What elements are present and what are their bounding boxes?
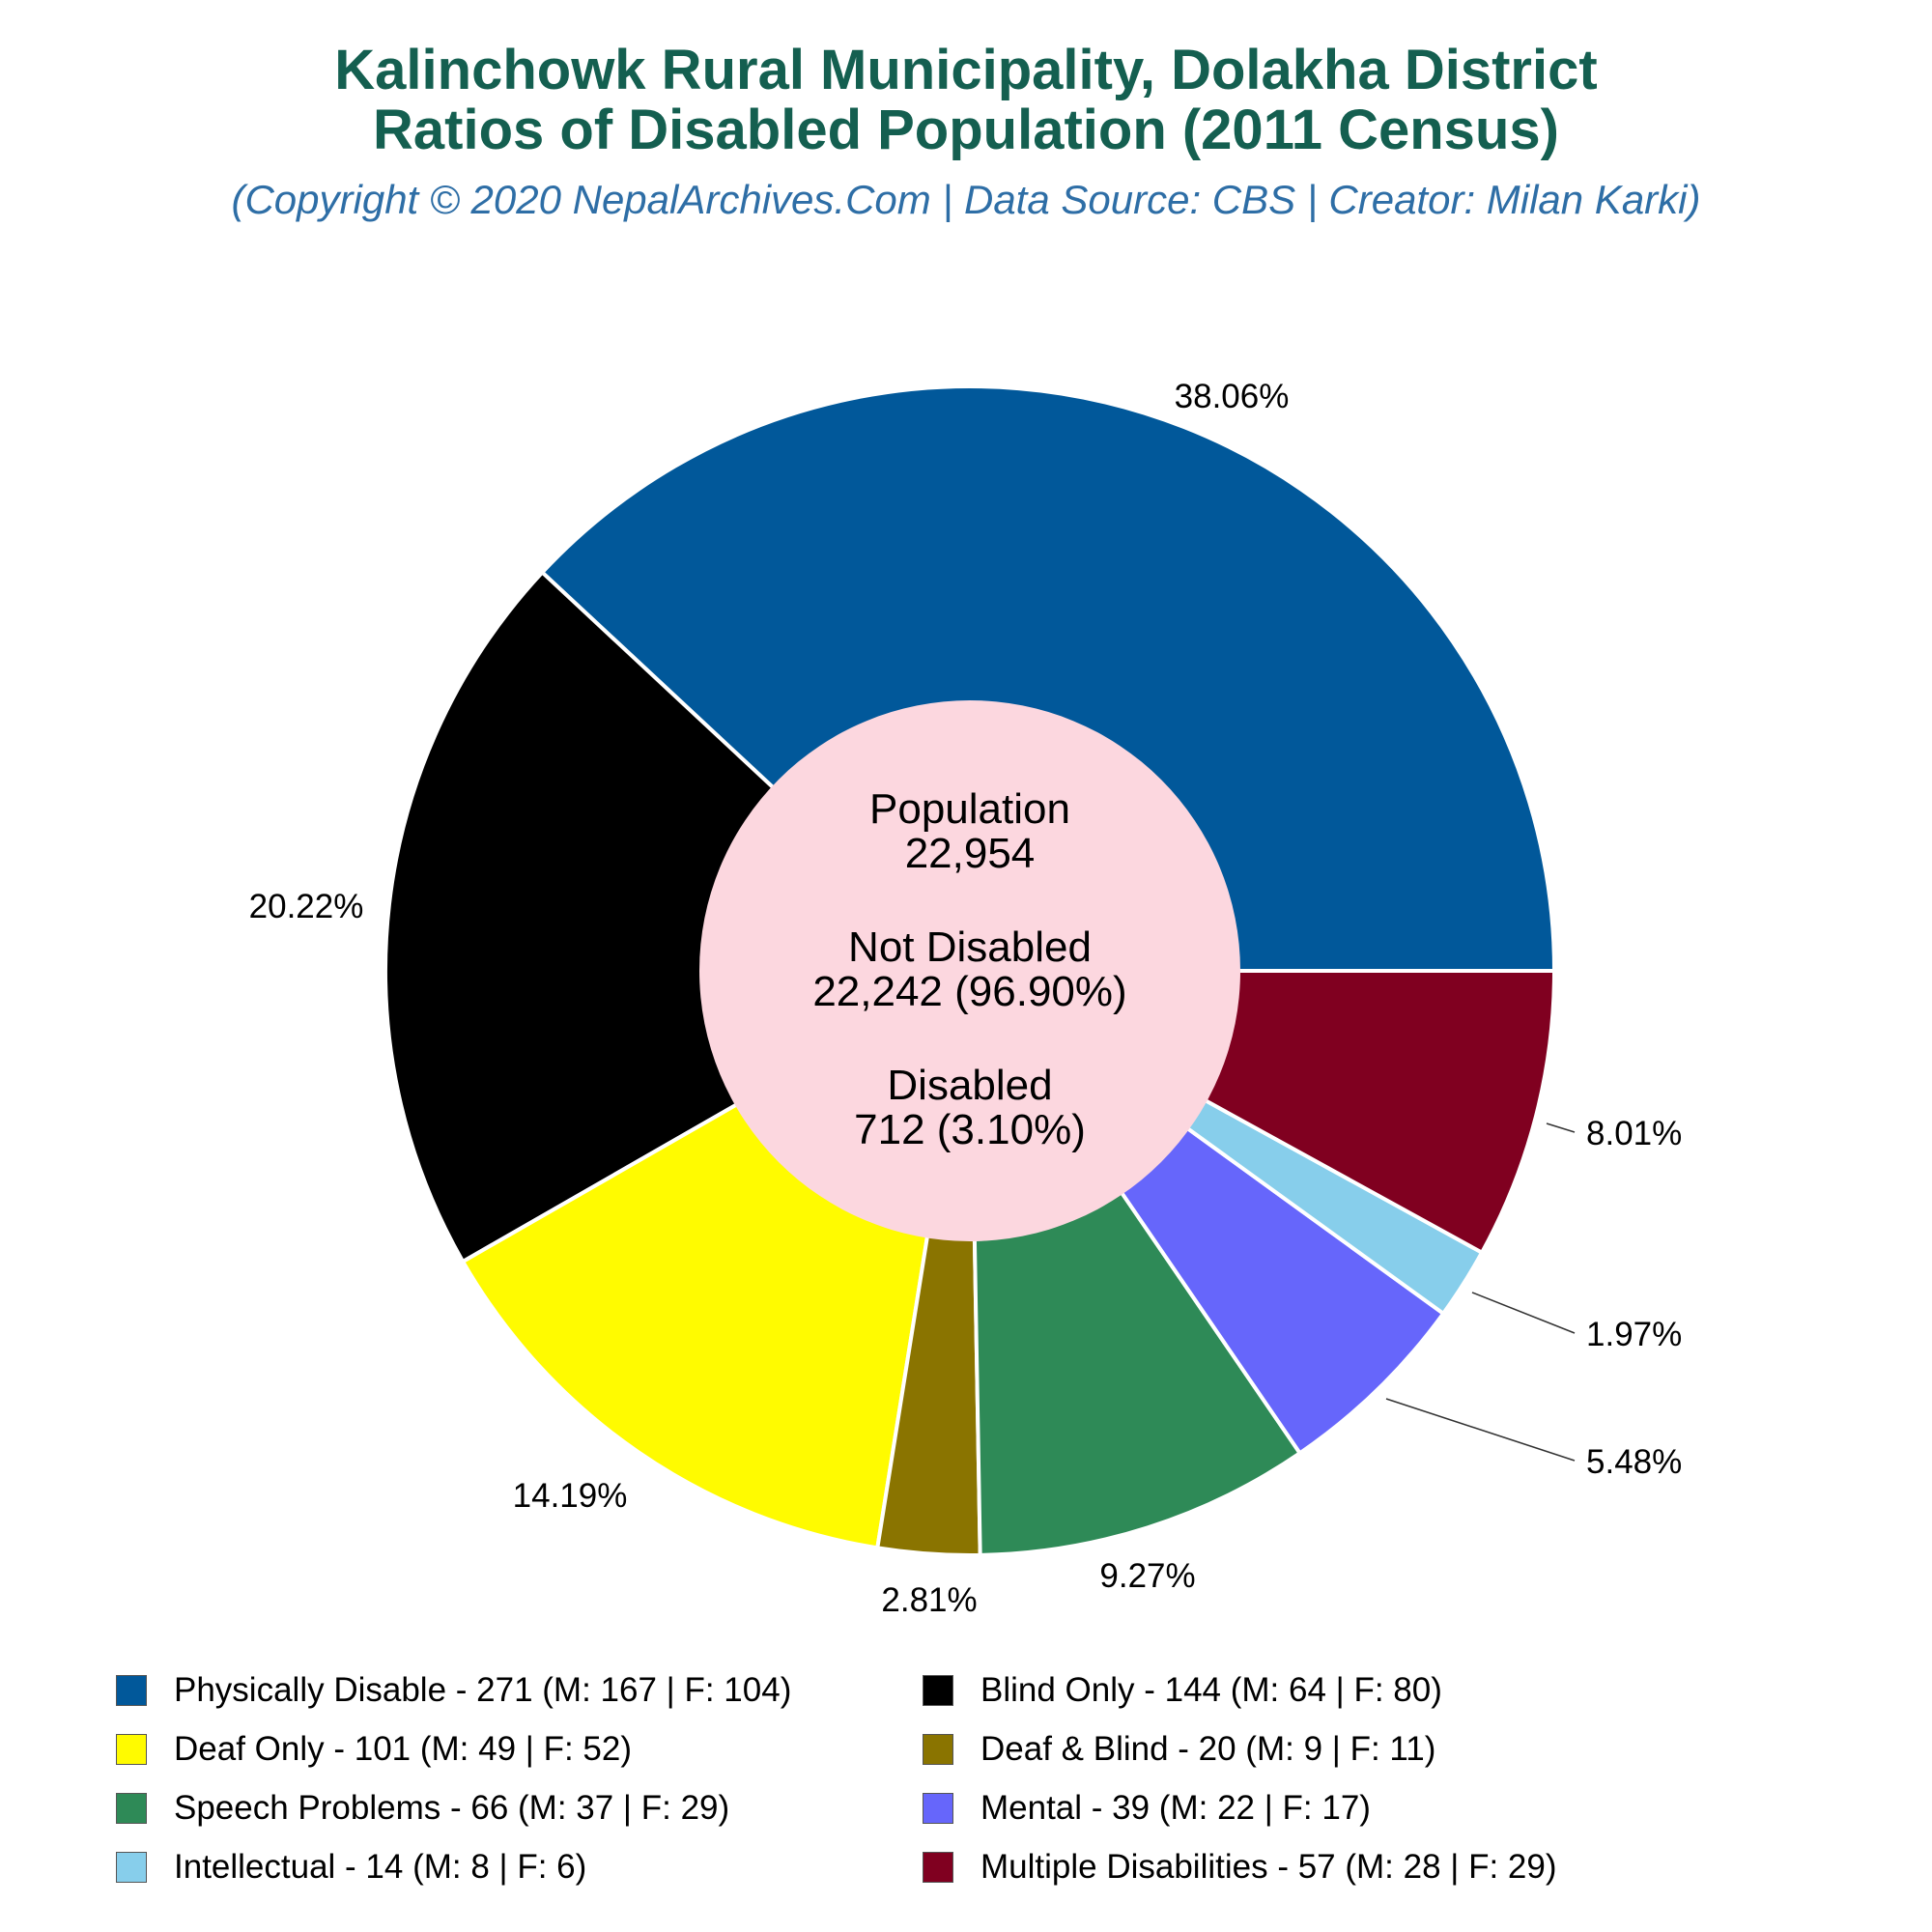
leader-line	[1386, 1399, 1575, 1461]
legend-swatch	[116, 1852, 147, 1883]
legend-swatch	[923, 1734, 953, 1765]
percent-label: 2.81%	[881, 1581, 978, 1619]
legend-label: Deaf Only - 101 (M: 49 | F: 52)	[174, 1730, 632, 1768]
center-not-disabled-value: 22,242 (96.90%)	[812, 968, 1127, 1015]
chart-title-line-1: Kalinchowk Rural Municipality, Dolakha District	[334, 39, 1598, 101]
leader-line	[1547, 1123, 1575, 1132]
percent-label: 8.01%	[1586, 1115, 1683, 1152]
percent-label: 9.27%	[1099, 1557, 1196, 1595]
legend-label: Multiple Disabilities - 57 (M: 28 | F: 29)	[980, 1848, 1557, 1886]
legend-swatch	[116, 1734, 147, 1765]
percent-label: 5.48%	[1586, 1443, 1683, 1481]
legend-item	[116, 1671, 791, 1710]
chart-title-line-2: Ratios of Disabled Population (2011 Census)	[373, 99, 1559, 161]
leader-line	[1472, 1293, 1575, 1333]
legend-label: Blind Only - 144 (M: 64 | F: 80)	[980, 1671, 1442, 1709]
chart-subtitle: (Copyright © 2020 NepalArchives.Com | Data Source: CBS | Creator: Milan Karki)	[231, 177, 1701, 222]
center-disabled-value: 712 (3.10%)	[854, 1106, 1086, 1153]
percent-label: 1.97%	[1586, 1316, 1683, 1353]
legend-item	[116, 1730, 632, 1769]
legend-item	[923, 1730, 1435, 1769]
center-population-value: 22,954	[904, 830, 1036, 877]
legend-item	[923, 1671, 1442, 1710]
legend-swatch	[923, 1793, 953, 1824]
center-not-disabled-label: Not Disabled	[848, 923, 1092, 971]
center-population-label: Population	[869, 785, 1070, 833]
legend-label: Deaf & Blind - 20 (M: 9 | F: 11)	[980, 1730, 1436, 1768]
legend-label: Physically Disable - 271 (M: 167 | F: 104)	[174, 1671, 792, 1709]
percent-label: 38.06%	[1174, 378, 1290, 415]
legend-swatch	[116, 1675, 147, 1706]
legend-item	[116, 1789, 729, 1828]
legend-label: Speech Problems - 66 (M: 37 | F: 29)	[174, 1789, 730, 1827]
percent-label: 14.19%	[512, 1477, 628, 1515]
legend-label: Mental - 39 (M: 22 | F: 17)	[980, 1789, 1371, 1827]
legend-swatch	[923, 1852, 953, 1883]
center-disabled-label: Disabled	[887, 1062, 1053, 1109]
legend-item	[116, 1848, 586, 1887]
percent-label: 20.22%	[248, 888, 364, 925]
legend-swatch	[923, 1675, 953, 1706]
legend-item	[923, 1789, 1371, 1828]
legend-swatch	[116, 1793, 147, 1824]
legend-item	[923, 1848, 1557, 1887]
legend-label: Intellectual - 14 (M: 8 | F: 6)	[174, 1848, 587, 1886]
